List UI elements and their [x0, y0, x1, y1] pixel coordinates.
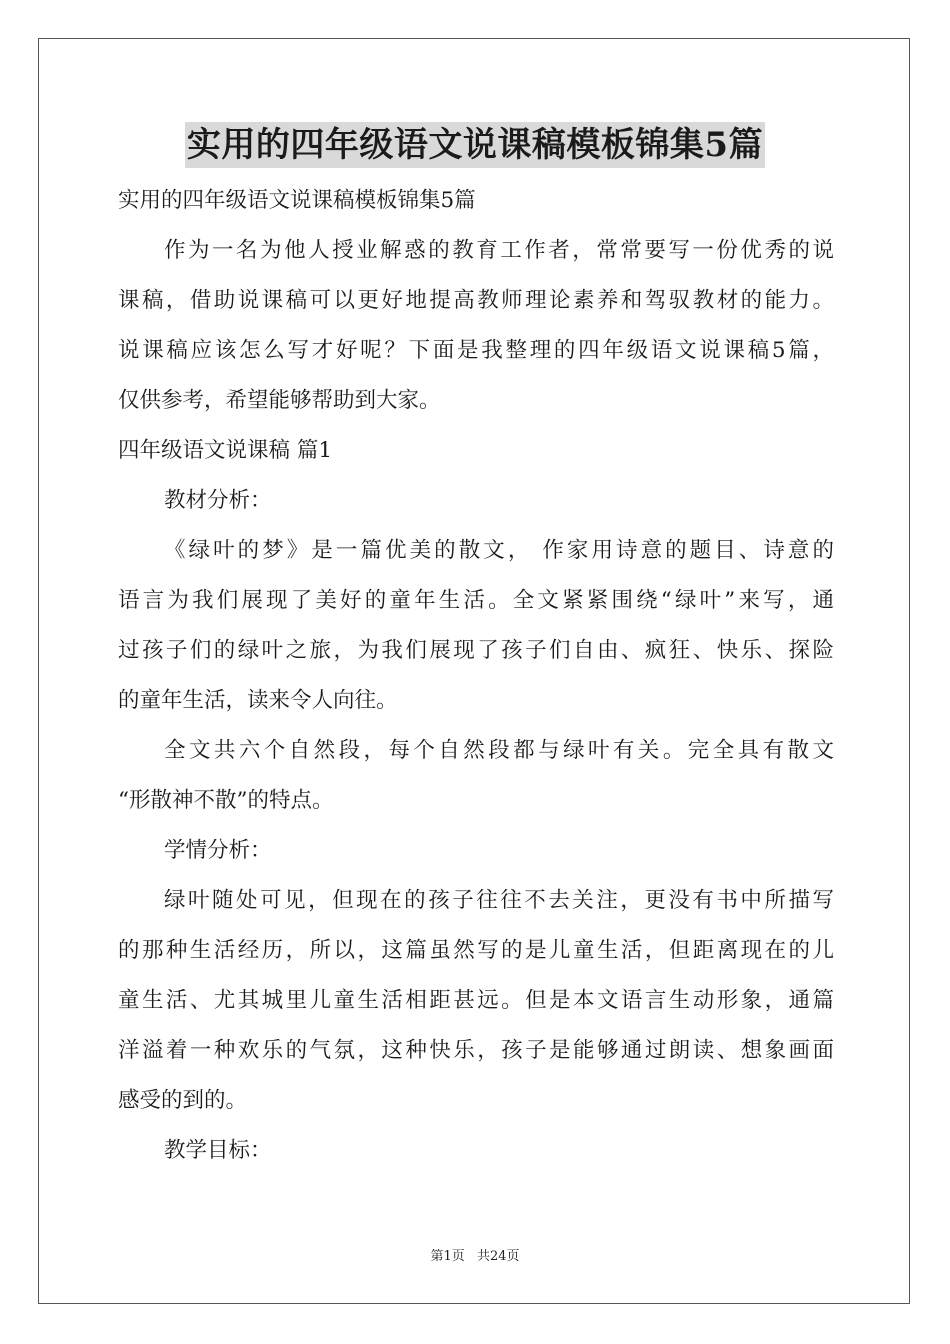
- page-number: 第1页: [430, 1249, 465, 1264]
- text-line: 四年级语文说课稿 篇1: [118, 438, 333, 463]
- text-line: 过孩子们的绿叶之旅，为我们展现了孩子们自由、疯狂、快乐、探险: [118, 638, 834, 663]
- text-line: 教学目标：: [164, 1138, 272, 1163]
- text-line: 的童年生活，读来令人向往。: [118, 688, 398, 713]
- text-line: 教材分析：: [164, 488, 272, 513]
- text-line: 课稿，借助说课稿可以更好地提高教师理论素养和驾驭教材的能力。: [118, 288, 834, 313]
- text-line: 的那种生活经历，所以，这篇虽然写的是儿童生活，但距离现在的儿: [118, 938, 834, 963]
- text-line: 实用的四年级语文说课稿模板锦集5篇: [118, 188, 476, 213]
- text-line: 绿叶随处可见，但现在的孩子往往不去关注，更没有书中所描写: [164, 888, 834, 913]
- text-line: 童生活、尤其城里儿童生活相距甚远。但是本文语言生动形象，通篇: [118, 988, 834, 1013]
- text-line: 洋溢着一种欢乐的气氛，这种快乐，孩子是能够通过朗读、想象画面: [118, 1038, 834, 1063]
- title-wrap: [0, 122, 950, 168]
- page-footer: [0, 1245, 950, 1264]
- page-total: 共24页: [476, 1249, 520, 1264]
- text-line: 学情分析：: [164, 838, 272, 863]
- text-line: “形散神不散”的特点。: [118, 788, 334, 813]
- text-line: 《绿叶的梦》是一篇优美的散文， 作家用诗意的题目、诗意的: [164, 538, 834, 563]
- document-body: [118, 176, 834, 1176]
- document-title: 实用的四年级语文说课稿模板锦集5篇: [185, 122, 765, 168]
- text-line: 仅供参考，希望能够帮助到大家。: [118, 388, 441, 413]
- text-line: 语言为我们展现了美好的童年生活。全文紧紧围绕“绿叶”来写，通: [118, 588, 834, 613]
- text-line: 感受的到的。: [118, 1088, 248, 1113]
- text-line: 说课稿应该怎么写才好呢？下面是我整理的四年级语文说课稿5篇，: [118, 338, 834, 363]
- text-line: 全文共六个自然段，每个自然段都与绿叶有关。完全具有散文: [164, 738, 834, 763]
- text-line: 作为一名为他人授业解惑的教育工作者，常常要写一份优秀的说: [164, 238, 834, 263]
